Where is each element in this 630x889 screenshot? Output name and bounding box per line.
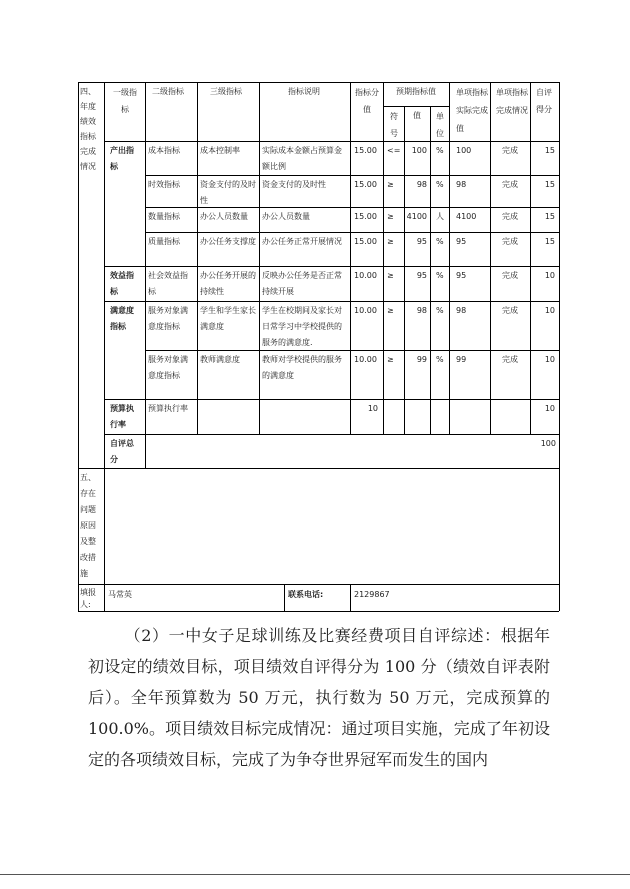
row-status: 完成 (502, 355, 518, 364)
header-sym: 符号 (390, 112, 398, 138)
row-level2: 时效指标 (148, 180, 180, 189)
header-weight: 指标分值 (355, 88, 379, 114)
row-desc: 学生在校期间及家长对日常学习中学校提供的服务的满意度. (262, 306, 342, 347)
col-line (145, 82, 146, 468)
row-weight: 10.00 (354, 271, 377, 280)
row-level3: 学生和学生家长满意度 (200, 306, 256, 331)
section5-label: 五、存在问题原因及整改措施 (80, 473, 96, 578)
row-status: 完成 (502, 212, 518, 221)
row-actual: 100 (456, 146, 472, 155)
row-line (78, 584, 559, 585)
row-actual: 95 (456, 271, 467, 280)
row-level2: 服务对象满意度指标 (148, 306, 188, 331)
row-weight: 15.00 (354, 146, 377, 155)
row-sym: ≥ (387, 271, 394, 280)
row-actual: 98 (456, 180, 467, 189)
row-line (78, 611, 559, 612)
row-weight: 15.00 (354, 180, 377, 189)
budget-weight: 10 (367, 404, 378, 413)
header-score: 自评得分 (536, 88, 552, 114)
row-level2: 社会效益指标 (148, 271, 188, 296)
row-unit: % (436, 146, 444, 155)
row-status: 完成 (502, 306, 518, 315)
phone-label: 联系电话: (288, 590, 324, 599)
group-output: 产出指标 (110, 146, 134, 171)
row-unit: % (436, 271, 444, 280)
row-level2: 数量指标 (148, 212, 180, 221)
header-level3: 三级指标 (210, 87, 242, 96)
row-val: 100 (411, 146, 427, 155)
header-desc: 指标说明 (288, 87, 320, 96)
row-score: 10 (544, 271, 555, 280)
row-val: 4100 (406, 212, 427, 221)
row-desc: 实际成本金额占预算金额比例 (262, 146, 342, 171)
row-status: 完成 (502, 180, 518, 189)
footer-line (0, 874, 630, 875)
row-desc: 资金支付的及时性 (262, 180, 326, 189)
budget-level2: 预算执行率 (148, 404, 188, 413)
row-weight: 10.00 (354, 355, 377, 364)
row-weight: 10.00 (354, 306, 377, 315)
col-line (197, 82, 198, 434)
group-budget: 预算执行率 (110, 404, 134, 429)
row-level3: 办公任务支撑度 (200, 237, 256, 246)
row-unit: % (436, 306, 444, 315)
col-line (259, 82, 260, 434)
row-level3: 成本控制率 (200, 146, 240, 155)
row-status: 完成 (502, 237, 518, 246)
total-score: 100 (540, 439, 556, 448)
row-unit: % (436, 237, 444, 246)
col-line (490, 82, 491, 434)
row-sym: ≥ (387, 355, 394, 364)
col-line (383, 82, 384, 434)
phone-value: 2129867 (354, 590, 390, 599)
budget-score: 10 (544, 404, 555, 413)
row-score: 15 (544, 212, 555, 221)
row-score: 15 (544, 146, 555, 155)
summary-paragraph (88, 620, 550, 775)
col-line (350, 82, 351, 434)
group-benefit: 效益指标 (110, 271, 134, 296)
col-line (559, 82, 560, 611)
row-unit: 人 (436, 212, 444, 221)
col-line (104, 82, 105, 611)
row-actual: 99 (456, 355, 467, 364)
filler-label: 填报人: (80, 588, 96, 609)
row-weight: 15.00 (354, 237, 377, 246)
row-desc: 教师对学校提供的服务的满意度 (262, 355, 342, 380)
row-unit: % (436, 180, 444, 189)
section4-label: 四、年度绩效指标完成情况 (80, 87, 96, 171)
row-score: 10 (544, 306, 555, 315)
header-val: 值 (413, 111, 421, 120)
col-line (530, 82, 531, 434)
row-line (145, 175, 559, 176)
col-line (430, 106, 431, 434)
row-sym: ≥ (387, 180, 394, 189)
filler-name: 马常英 (108, 590, 132, 599)
row-val: 98 (416, 306, 427, 315)
header-expected: 预期指标值 (396, 87, 436, 96)
row-score: 10 (544, 355, 555, 364)
col-line (78, 82, 79, 611)
row-level2: 服务对象满意度指标 (148, 355, 188, 380)
col-line (350, 584, 351, 611)
row-level3: 资金支付的及时性 (200, 180, 256, 205)
row-level3: 教师满意度 (200, 355, 240, 364)
row-unit: % (436, 355, 444, 364)
header-level1: 一级指标 (113, 88, 137, 114)
group-satisfaction: 满意度指标 (110, 306, 134, 331)
row-desc: 办公任务正常开展情况 (262, 237, 342, 246)
row-level2: 质量指标 (148, 237, 180, 246)
row-val: 98 (416, 180, 427, 189)
header-status: 单项指标完成情况 (496, 88, 528, 115)
summary-text: （2）一中女子足球训练及比赛经费项目自评综述：根据年初设定的绩效目标，项目绩效自评得分为 100 分（绩效自评表附后）。全年预算数为 50 万元，执行数为 50 万元，完成预算的 100.0%。项目绩效目标完成情况：通过项目实施，完成了年初设定的各项绩效目标，完成了为争夺世界冠军而发生的国内 (88, 626, 550, 769)
row-sym: ≥ (387, 306, 394, 315)
row-line (145, 232, 559, 233)
row-status: 完成 (502, 271, 518, 280)
row-status: 完成 (502, 146, 518, 155)
row-actual: 4100 (456, 212, 477, 221)
row-line (383, 106, 449, 107)
row-val: 95 (416, 237, 427, 246)
col-line (284, 584, 285, 611)
row-line (104, 434, 559, 435)
row-actual: 98 (456, 306, 467, 315)
row-score: 15 (544, 237, 555, 246)
row-level3: 办公任务开展的持续性 (200, 271, 256, 296)
row-line (78, 82, 559, 83)
header-unit: 单位 (436, 112, 444, 138)
row-desc: 反映办公任务是否正常持续开展 (262, 271, 342, 296)
row-level3: 办公人员数量 (200, 212, 248, 221)
row-val: 99 (416, 355, 427, 364)
row-line (78, 468, 559, 469)
header-level2: 二级指标 (152, 87, 184, 96)
row-score: 15 (544, 180, 555, 189)
row-sym: ≥ (387, 212, 394, 221)
row-level2: 成本指标 (148, 146, 180, 155)
header-actual: 单项指标实际完成值 (456, 88, 488, 133)
row-actual: 95 (456, 237, 467, 246)
row-val: 95 (416, 271, 427, 280)
row-sym: <= (387, 146, 401, 155)
row-line (145, 350, 559, 351)
row-sym: ≥ (387, 237, 394, 246)
group-total: 自评总分 (110, 439, 134, 464)
col-line (449, 82, 450, 434)
row-weight: 15.00 (354, 212, 377, 221)
row-desc: 办公人员数量 (262, 212, 310, 221)
